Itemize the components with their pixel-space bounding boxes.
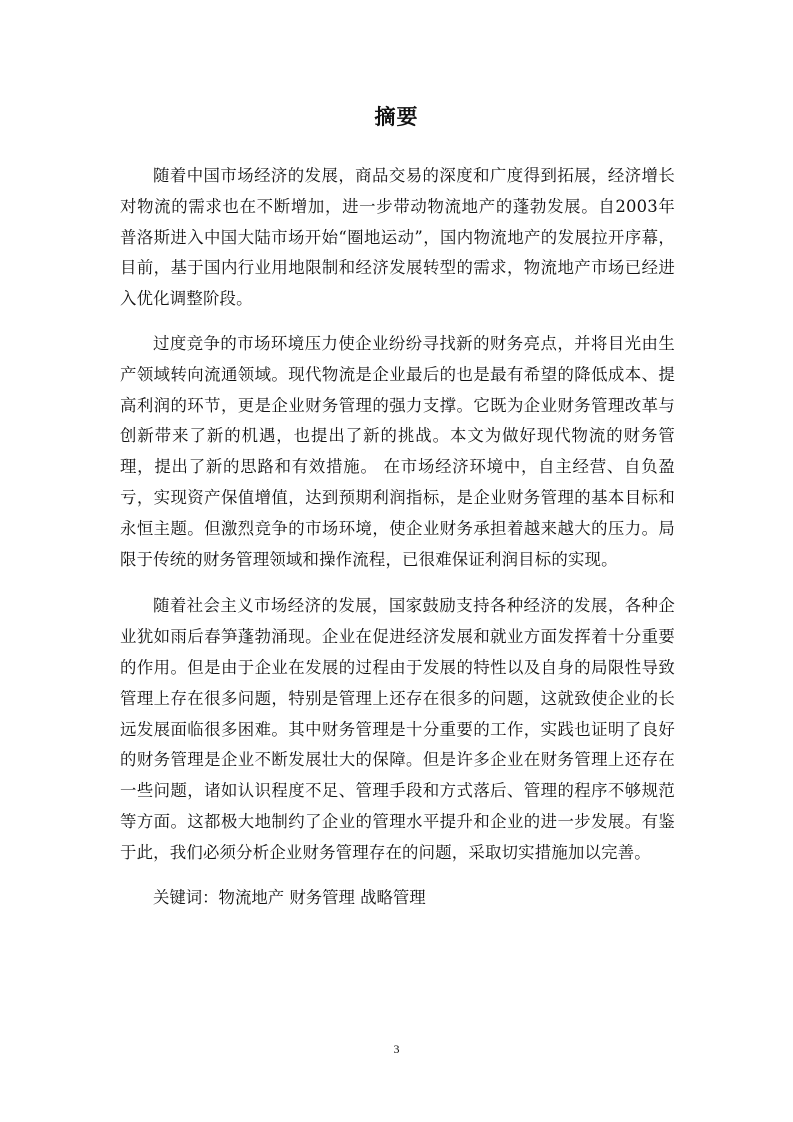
keywords-line: 关键词：物流地产 财务管理 战略管理: [153, 887, 426, 907]
paragraph-2: 过度竞争的市场环境压力使企业纷纷寻找新的财务亮点，并将目光由生产领域转向流通领域。现代物流是企业最后的也是最有希望的降低成本、提高利润的环节，更是企业财务管理的强力支撑。它既为企业财务管理改革与创新带来了新的机遇，也提出了新的挑战。本文为做好现代物流的财务管理，提出了新的思路和有效措施。 在市场经济环境中，自主经营、自负盈亏，实现资产保值增值，达到预期利润指标，是企业财务管理的基本目标和永恒主题。但激烈竞争的市场环境，使企业财务承担着越来越大的压力。局限于传统的财务管理领域和操作流程，已很难保证利润目标的实现。: [120, 333, 675, 569]
abstract-body: [120, 161, 675, 913]
paragraph-3: 随着社会主义市场经济的发展，国家鼓励支持各种经济的发展，各种企业犹如雨后春笋蓬勃涌现。企业在促进经济发展和就业方面发挥着十分重要的作用。但是由于企业在发展的过程由于发展的特性以及自身的局限性导致管理上存在很多问题，特别是管理上还存在很多的问题，这就致使企业的长远发展面临很多困难。其中财务管理是十分重要的工作，实践也证明了良好的财务管理是企业不断发展壮大的保障。但是许多企业在财务管理上还存在一些问题，诸如认识程度不足、管理手段和方式落后、管理的程序不够规范等方面。这都极大地制约了企业的管理水平提升和企业的进一步发展。有鉴于此，我们必须分析企业财务管理存在的问题，采取切实措施加以完善。: [120, 596, 675, 862]
paragraph-1: 随着中国市场经济的发展，商品交易的深度和广度得到拓展，经济增长对物流的需求也在不断增加，进一步带动物流地产的蓬勃发展。自2003年普洛斯进入中国大陆市场开始“圈地运动”，国内物流地产的发展拉开序幕，目前，基于国内行业用地限制和经济发展转型的需求，物流地产市场已经进入优化调整阶段。: [120, 166, 675, 309]
page-number: 3: [393, 1042, 400, 1056]
abstract-title: 摘要: [374, 105, 419, 129]
